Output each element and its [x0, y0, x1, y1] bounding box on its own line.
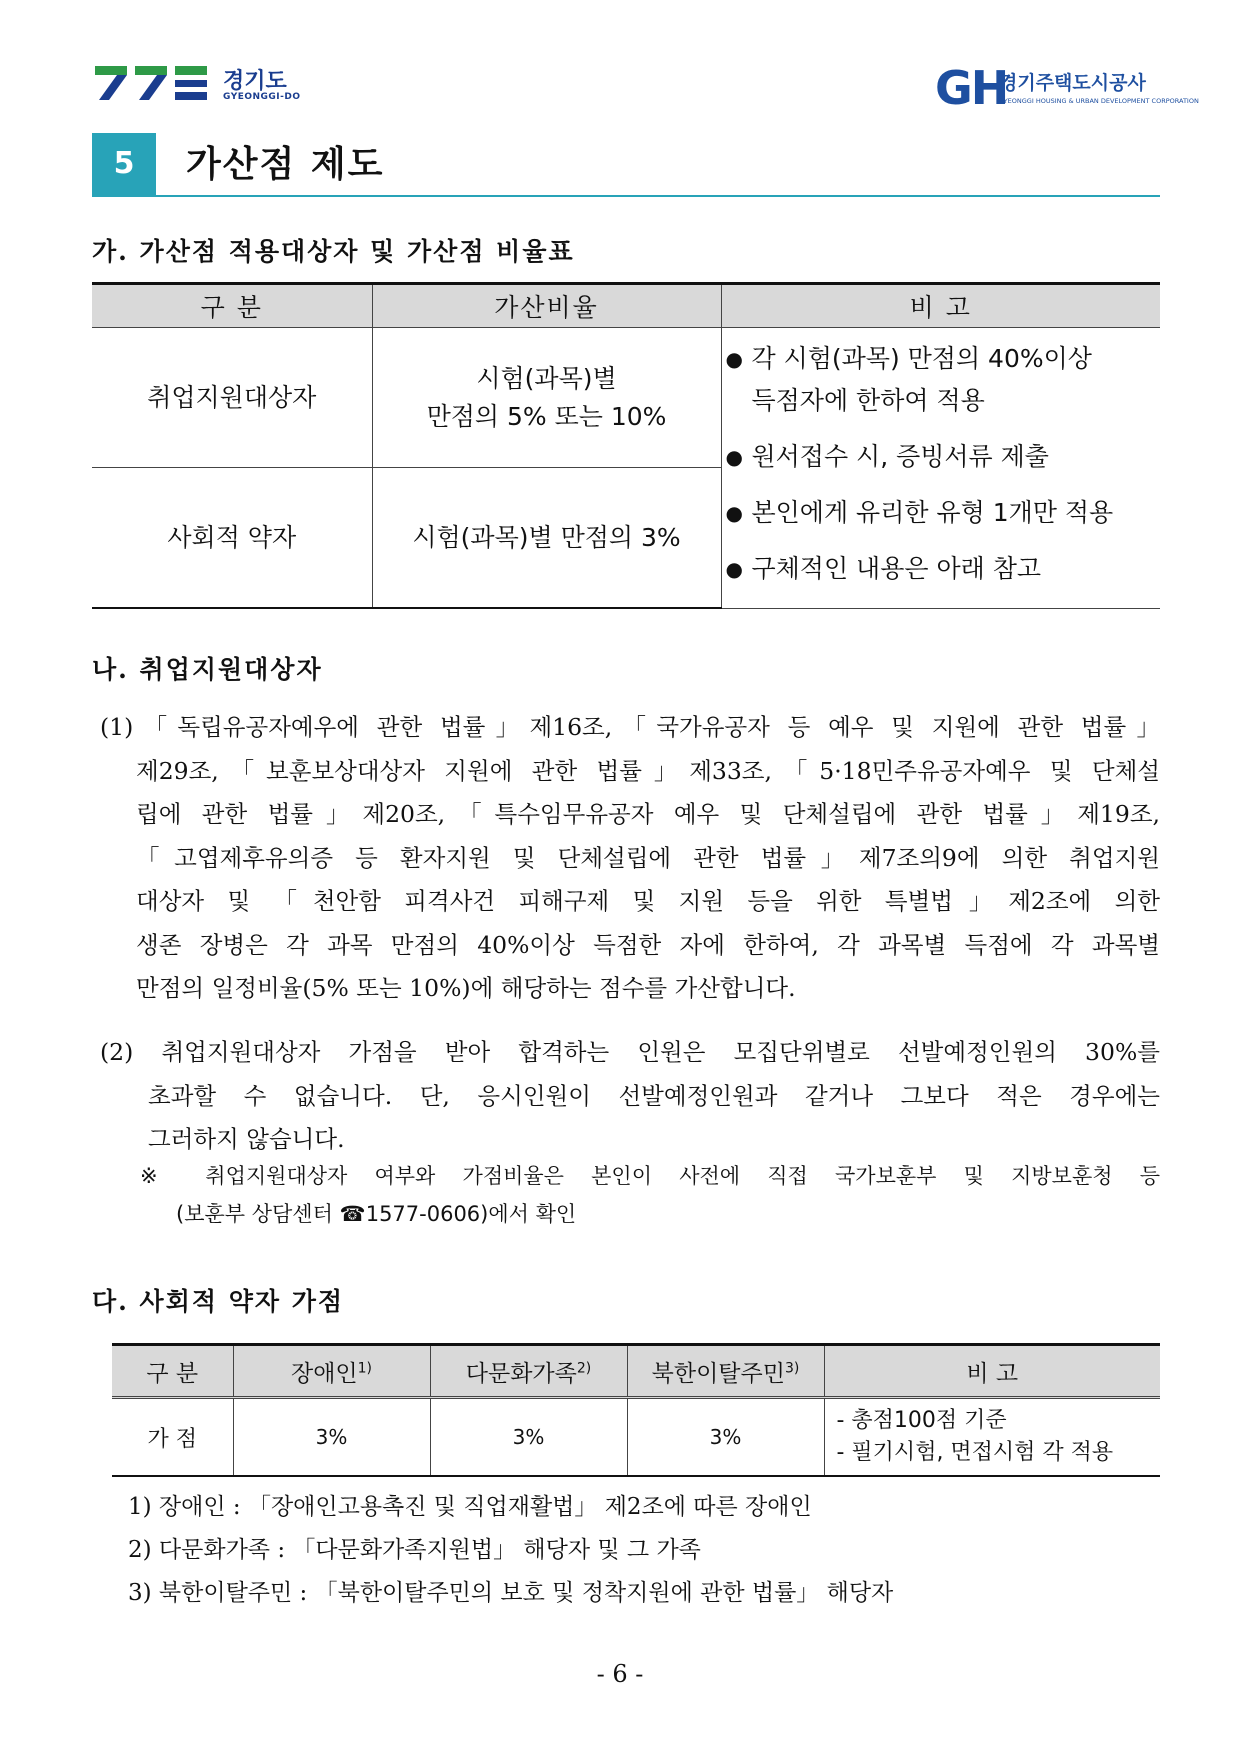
remark-line: - 필기시험, 면접시험 각 적용 [836, 1440, 1114, 1465]
header-defector [627, 1345, 824, 1398]
paragraph-line: 「고엽제후유의증 등 환자지원 및 단체설립에 관한 법률」제7조의9에 의한 취업지원 [136, 843, 1160, 872]
value-disabled: 3% [233, 1398, 430, 1477]
section-title: 가산점 제도 [186, 144, 385, 185]
paragraph-line: 그러하지 않습니다. [148, 1125, 345, 1153]
paragraph-line: 대상자 및 「천안함 피격사건 피해구제 및 지원 등을 위한 특별법」제2조에 의한 [136, 887, 1160, 915]
bonus-rate-table [92, 282, 1160, 609]
header-remarks [824, 1345, 1160, 1398]
paragraph-line: 초과할 수 없습니다. 단, 응시인원이 선발예정인원과 같거나 그보다 적은 경우에는 [148, 1081, 1160, 1110]
paragraph-line: 제29조,「보훈보상대상자 지원에 관한 법률」제33조,「5·18민주유공자예우 및 단체설 [136, 756, 1160, 785]
rate-line: 만점의 5% 또는 10% [426, 401, 667, 431]
remarks-cell [824, 1398, 1160, 1477]
section-number: 5 [92, 133, 156, 195]
confirmation-note [140, 1157, 1160, 1233]
value-defector: 3% [627, 1398, 824, 1477]
remark-text: ● 각 시험(과목) 만점의 40%이상 [751, 344, 1092, 373]
header-text: 다문화가족 [465, 1360, 577, 1387]
gyeonggi-logo-name: 경기도 [223, 69, 287, 94]
header-text: 북한이탈주민 [651, 1360, 785, 1387]
header-disabled [233, 1345, 430, 1398]
value-multicultural: 3% [430, 1398, 627, 1477]
paragraph-line: 생존 장병은 각 과목 만점의 40%이상 득점한 자에 한하여, 각 과목별 득점에 각 과목별 [136, 930, 1160, 959]
gyeonggi-symbol-icon [95, 62, 215, 104]
paragraph-line: (2) 취업지원대상자 가점을 받아 합격하는 인원은 모집단위별로 선발예정인원의 30%를 [100, 1038, 1160, 1066]
footnote-marker: 3) [784, 1359, 800, 1376]
header-category: 구 분 [92, 284, 372, 328]
paragraph-line: (1)「독립유공자예우에 관한 법률」제16조,「국가유공자 등 예우 및 지원에 관한 법률」 [100, 713, 1160, 741]
header-text: 구 분 [146, 1360, 199, 1387]
table-header-row [112, 1345, 1160, 1398]
social-minority-table [112, 1343, 1160, 1477]
table-row [92, 328, 1160, 468]
row-label: 가 점 [112, 1398, 233, 1477]
row-rate: 시험(과목)별 만점의 3% [372, 468, 721, 609]
rate-line: 시험(과목)별 [476, 363, 617, 393]
remark-item: ● 본인에게 유리한 유형 1개만 적용 [726, 492, 1153, 534]
row-category: 사회적 약자 [92, 468, 372, 609]
subsection-c-heading: 다. 사회적 약자 가점 [92, 1287, 345, 1316]
header-text: 장애인 [290, 1360, 358, 1387]
paragraph-line: 만점의 일정비율(5% 또는 10%)에 해당하는 점수를 가산합니다. [136, 974, 796, 1002]
header-rate: 가산비율 [372, 284, 721, 328]
header-multicultural [430, 1345, 627, 1398]
remark-item: ● 원서접수 시, 증빙서류 제출 [726, 436, 1153, 478]
remark-item [726, 338, 1153, 422]
page-number: - 6 - [596, 1660, 644, 1688]
subsection-b-heading: 나. 취업지원대상자 [92, 655, 323, 684]
subsection-a-heading: 가. 가산점 적용대상자 및 가산점 비율표 [92, 237, 575, 266]
remark-text: 득점자에 한하여 적용 [751, 386, 985, 415]
footnote: 2) 다문화가족 : 「다문화가족지원법」 해당자 및 그 가족 [128, 1537, 701, 1563]
gh-logo-name: 경기주택도시공사 [999, 72, 1146, 94]
row-category: 취업지원대상자 [92, 328, 372, 468]
header-text: 비 고 [966, 1360, 1019, 1387]
footnote: 1) 장애인 : 「장애인고용촉진 및 직업재활법」 제2조에 따른 장애인 [128, 1494, 812, 1520]
note-line: (보훈부 상담센터 ☎1577-0606)에서 확인 [176, 1202, 577, 1226]
paragraph-line: 립에 관한 법률」제20조,「특수임무유공자 예우 및 단체설립에 관한 법률」제19조, [136, 800, 1160, 828]
note-line: ※ 취업지원대상자 여부와 가점비율은 본인이 사전에 직접 국가보훈부 및 지방보훈청 등 [140, 1164, 1160, 1188]
footnotes [128, 1486, 893, 1615]
header-category [112, 1345, 233, 1398]
gh-logo [935, 60, 1199, 120]
header-remarks: 비 고 [721, 284, 1160, 328]
footnote: 3) 북한이탈주민 : 「북한이탈주민의 보호 및 정착지원에 관한 법률」 해당자 [128, 1580, 894, 1606]
gyeonggi-logo-sub: GYEONGGI-DO [223, 92, 301, 102]
remark-item: ● 구체적인 내용은 아래 참고 [726, 548, 1153, 590]
gh-logo-mark: GH [935, 61, 1008, 115]
footnote-marker: 1) [357, 1359, 373, 1376]
row-rate [372, 328, 721, 468]
section-divider [92, 195, 1160, 197]
table-header-row [92, 284, 1160, 328]
paragraph-1 [100, 706, 1160, 1011]
footnote-marker: 2) [576, 1359, 592, 1376]
gyeonggi-logo [95, 62, 301, 112]
remarks-cell [721, 328, 1160, 609]
remark-line: - 총점100점 기준 [836, 1408, 1007, 1433]
table-row [112, 1398, 1160, 1477]
paragraph-2 [100, 1031, 1160, 1162]
gh-logo-sub: GYEONGGI HOUSING & URBAN DEVELOPMENT CORPORATION [999, 97, 1199, 105]
